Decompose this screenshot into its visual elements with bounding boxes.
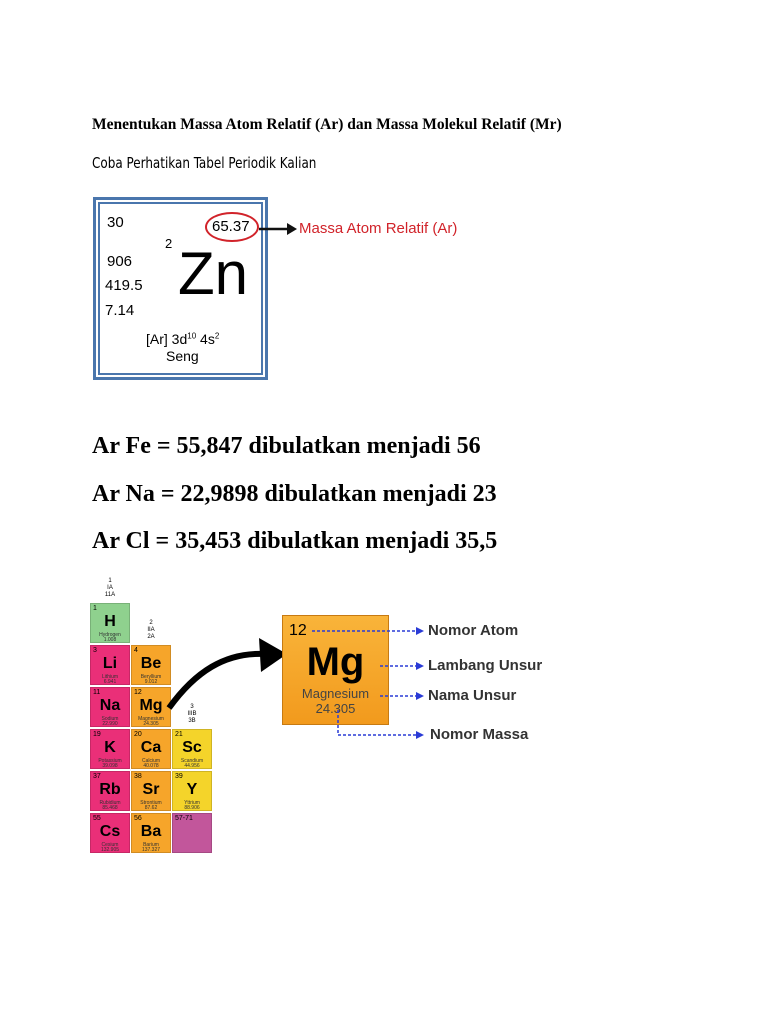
ar-na-line: Ar Na = 22,9898 dibulatkan menjadi 23 [92, 481, 497, 507]
page-subheading: Coba Perhatikan Tabel Periodik Kalian [92, 154, 317, 172]
callout-arrows [300, 620, 430, 745]
curved-arrow-icon [165, 632, 290, 712]
element-cell-cs: 55 Cs Cesium 132.905 [90, 813, 130, 853]
atomic-mass-label: Massa Atom Relatif (Ar) [299, 220, 458, 237]
ar-cl-line: Ar Cl = 35,453 dibulatkan menjadi 35,5 [92, 528, 498, 554]
arrow-right-icon [259, 221, 299, 237]
element-cell-lanthanides: 57-71 [172, 813, 212, 853]
ar-fe-line: Ar Fe = 55,847 dibulatkan menjadi 56 [92, 433, 481, 459]
zn-density: 7.14 [105, 302, 135, 319]
zn-element-name: Seng [166, 348, 199, 364]
group-3-label: 3 IIIB 3B [187, 704, 197, 724]
callout-mass-number: Nomor Massa [430, 726, 529, 743]
element-cell-li: 3 Li Lithium 6.941 [90, 645, 130, 685]
element-cell-na: 11 Na Sodium 22.990 [90, 687, 130, 727]
zn-boiling-point: 906 [107, 253, 133, 270]
zn-electron-configuration: [Ar] $3d^{10}$ $4s^2$ [146, 331, 220, 347]
element-cell-sr: 38 Sr Strontium 87.62 [131, 771, 171, 811]
callout-element-name: Nama Unsur [428, 687, 517, 704]
element-cell-h: 1 H Hydrogen 1.008 [90, 603, 130, 643]
group-2-label: 2 IIA 2A [147, 620, 155, 640]
group-1-label: 1 IA 11A [104, 578, 116, 598]
zn-atomic-number: 30 [107, 214, 124, 231]
zn-atomic-mass: 65.37 [212, 218, 250, 235]
element-cell-mg: 12 Mg Magnesium 24.305 [131, 687, 171, 727]
element-cell-y: 39 Y Yttrium 88.906 [172, 771, 212, 811]
element-cell-k: 19 K Potassium 39.098 [90, 729, 130, 769]
zn-oxidation-state: 2 [165, 236, 173, 251]
element-cell-sc: 21 Sc Scandium 44.956 [172, 729, 212, 769]
element-cell-ba: 56 Ba Barium 137.327 [131, 813, 171, 853]
element-cell-be: 4 Be Beryllium 9.012 [131, 645, 171, 685]
zn-melting-point: 419.5 [105, 277, 143, 294]
element-cell-rb: 37 Rb Rubidium 85.468 [90, 771, 130, 811]
page-heading: Menentukan Massa Atom Relatif (Ar) dan Massa Molekul Relatif (Mr) [92, 116, 562, 133]
magnesium-detail-tile: 12 Mg Magnesium 24.305 [282, 615, 389, 725]
zn-symbol: Zn [178, 240, 249, 307]
element-cell-ca: 20 Ca Calcium 40.078 [131, 729, 171, 769]
callout-atomic-number: Nomor Atom [428, 622, 519, 639]
callout-element-symbol: Lambang Unsur [428, 657, 543, 674]
